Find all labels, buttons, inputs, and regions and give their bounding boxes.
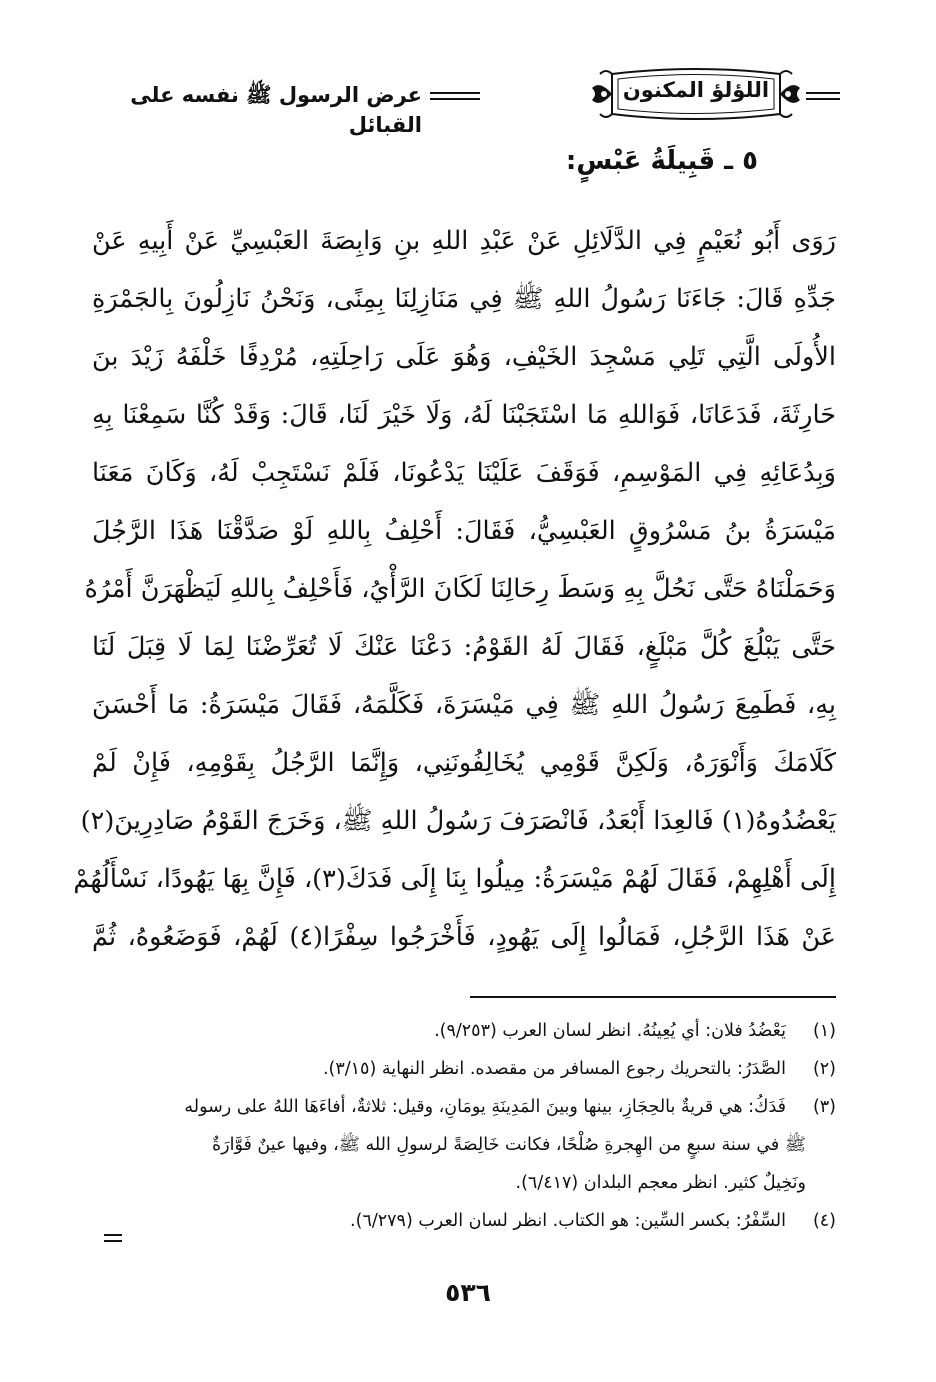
book-title: اللؤلؤ المكنون [622, 78, 770, 102]
footnote-number: (٢) [812, 1059, 836, 1079]
running-header [92, 62, 840, 137]
header-rule [430, 92, 480, 94]
page-number: ٥٣٦ [445, 1278, 491, 1307]
footnote-text: فَدَكُ: هي قريةٌ بالحِجَازِ، بينها وبينَ المَدِينَةِ يومَانِ، وقيل: ثلاثةٌ، أفاءَهَا اللهُ على رسوله [184, 1097, 786, 1117]
text-line: إِلَى أَهْلِهِمْ، فَقَالَ لَهُمْ مَيْسَرَةُ: مِيلُوا بِنَا إِلَى فَدَكَ(٣)، فَإِنَّ بِهَا يَهُودًا، نَسْأَلُهُمْ [73, 864, 836, 894]
text-line: الأُولَى الَّتِي تَلِي مَسْجِدَ الخَيْفِ، وَهُوَ عَلَى رَاحِلَتِهِ، مُرْدِفًا خَلْفَهُ زَيْدَ بنَ [92, 342, 836, 372]
footnote-number: (٤) [812, 1211, 836, 1231]
text-line: جَدِّهِ قَالَ: جَاءَنَا رَسُولُ اللهِ ﷺ فِي مَنَازِلِنَا بِمِنًى، وَنَحْنُ نَازِلُونَ بِالجَمْرَةِ [92, 284, 836, 314]
text-line: مَيْسَرَةُ بنُ مَسْرُوقٍ العَبْسِيُّ، فَقَالَ: أَحْلِفُ بِاللهِ لَوْ صَدَّقْنَا هَذَا الرَّجُلَ [92, 516, 836, 546]
main-text [73, 212, 836, 966]
text-line: وَبِدُعَائِهِ فِي المَوْسِمِ، فَوَقَفَ عَلَيْنَا يَدْعُونَا، فَلَمْ نَسْتَجِبْ لَهُ، وَكَانَ مَعَنَا [92, 458, 836, 488]
footnote-text: ونَخِيلٌ كثير. انظر معجم البلدان (٦/٤١٧). [515, 1173, 806, 1193]
book-title-cartouche [590, 66, 802, 122]
footnote-separator [470, 996, 836, 998]
header-rule [806, 98, 840, 100]
chapter-title: عرض الرسول ﷺ نفسه على القبائل [130, 83, 422, 137]
header-rule [430, 98, 480, 100]
text-line: حَتَّى يَبْلُغَ كُلَّ مَبْلَغٍ، فَقَالَ لَهُ القَوْمُ: دَعْنَا عَنْكَ لَا تُعَرِّضْنَا لِمَا لَا قِبَلَ لَنَا [92, 632, 836, 662]
footnote-text: ﷺ في سنة سبعٍ من الهِجرةِ صُلْحًا، فكانت خَالِصَةً لرسولِ الله ﷺ، وفيها عينٌ فَوَّارَةٌ [211, 1135, 806, 1155]
footnote [92, 1050, 836, 1088]
footnote-number: (٣) [812, 1097, 836, 1117]
footnote [92, 1202, 836, 1240]
footnote [92, 1012, 836, 1050]
footnote-number: (١) [812, 1021, 836, 1041]
text-line: يَعْضُدُوهُ(١) فَالعِدَا أَبْعَدُ، فَانْصَرَفَ رَسُولُ اللهِ ﷺ، وَخَرَجَ القَوْمُ صَادِرِينَ(٢) [80, 806, 836, 836]
text-line: حَارِثَةَ، فَدَعَانَا، فَوَاللهِ مَا اسْتَجَبْنَا لَهُ، وَلَا خَيْرَ لَنَا، قَالَ: وَقَدْ كُنَّا سَمِعْنَا بِهِ [92, 400, 836, 430]
footnote-text: الصَّدَرُ: بالتحريك رجوع المسافر من مقصده. انظر النهاية (٣/١٥). [322, 1059, 786, 1079]
footnotes [92, 1012, 836, 1240]
section-heading: ٥ ـ قَبِيلَةُ عَبْسٍ: [565, 146, 758, 176]
text-line: رَوَى أَبُو نُعَيْمٍ فِي الدَّلَائِلِ عَنْ عَبْدِ اللهِ بنِ وَابِصَةَ العَبْسِيِّ عَنْ أَبِيهِ عَنْ [92, 226, 836, 256]
footnote [92, 1088, 836, 1202]
text-line: وَحَمَلْنَاهُ حَتَّى نَحُلَّ بِهِ وَسَطَ رِحَالِنَا لَكَانَ الرَّأْيُ، فَأَحْلِفُ بِاللهِ لَيَظْهَرَنَّ أَمْرُهُ [84, 574, 836, 604]
text-line: كَلَامَكَ وَأَنْوَرَهُ، وَلَكِنَّ قَوْمِي يُخَالِفُونَنِي، وَإِنَّمَا الرَّجُلُ بِقَوْمِهِ، فَإِنْ لَمْ [92, 748, 836, 778]
header-rule [806, 92, 840, 94]
footnote-text: السِّفْرُ: بكسر السِّين: هو الكتاب. انظر لسان العرب (٦/٢٧٩). [350, 1211, 786, 1231]
text-line: بِهِ، فَطَمِعَ رَسُولُ اللهِ ﷺ فِي مَيْسَرَةَ، فَكَلَّمَهُ، فَقَالَ مَيْسَرَةُ: مَا أَحْسَنَ [92, 690, 836, 720]
continuation-mark [104, 1234, 122, 1246]
footnote-text: يَعْضُدُ فلان: أي يُعِينُهُ. انظر لسان العرب (٩/٢٥٣). [434, 1021, 786, 1041]
text-line: عَنْ هَذَا الرَّجُلِ، فَمَالُوا إِلَى يَهُودٍ، فَأَخْرَجُوا سِفْرًا(٤) لَهُمْ، فَوَضَعُوهُ، ثُمَّ [92, 922, 836, 952]
